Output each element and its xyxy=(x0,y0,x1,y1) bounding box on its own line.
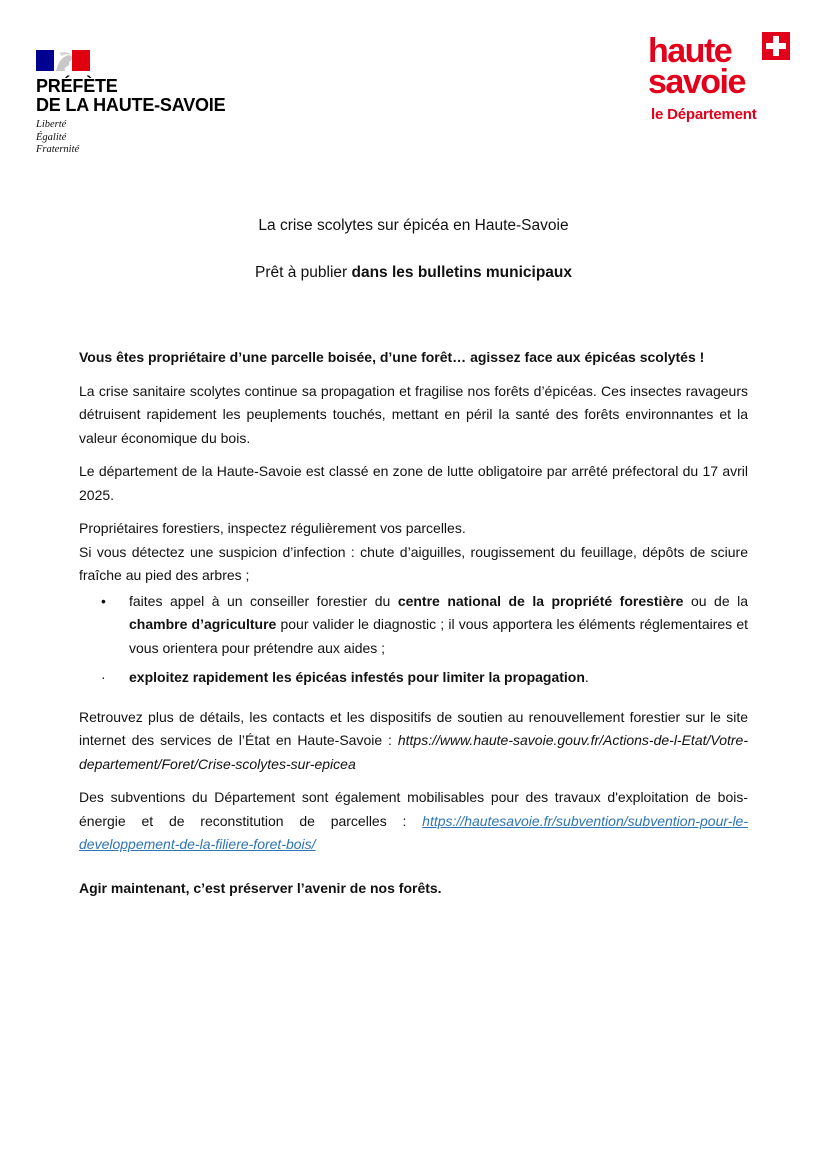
paragraph-details xyxy=(79,706,748,777)
list-item xyxy=(79,666,748,690)
bullet1-text-1: faites appel à un conseiller forestier du xyxy=(129,592,398,609)
prefete-block xyxy=(36,50,225,157)
devise xyxy=(36,119,225,157)
details-text: Retrouvez plus de détails, les contacts et les dispositifs de soutien au renouvellement forestier sur le site internet des services de l’État en Haute-Savoie : xyxy=(79,708,748,748)
marianne-icon xyxy=(36,50,90,71)
action-list xyxy=(79,590,748,690)
closing-statement: Agir maintenant, c’est préserver l’avenir de nos forêts. xyxy=(79,880,442,896)
paragraph-inspectez: Propriétaires forestiers, inspectez régulièrement vos parcelles. xyxy=(79,520,466,536)
paragraph-crise: La crise sanitaire scolytes continue sa propagation et fragilise nos forêts d’épicéas. Ces insectes ravageurs détruisent rapidement les peuplements touchés, mettant en péril la santé des forêts environnantes et la valeur économique du bois. xyxy=(79,382,748,446)
hs-logo-departement: le Département xyxy=(651,106,757,123)
hs-logo-haute: haute xyxy=(648,32,732,70)
prefete-title xyxy=(36,77,225,115)
bullet2-text: . xyxy=(584,669,589,685)
paragraph-arrete: Le département de la Haute-Savoie est classé en zone de lutte obligatoire par arrêté préfectoral du 17 avril 2025. xyxy=(79,463,748,503)
bullet1-text-3: pour valider le diagnostic ; il vous apportera les éléments réglementaires et vous orientera pour prétendre aux aides ; xyxy=(129,616,748,656)
prefete-line-2: DE LA HAUTE-SAVOIE xyxy=(36,95,226,115)
bullet-marker: · xyxy=(101,669,106,685)
bullet1-text-2: ou de la xyxy=(683,592,748,609)
subvention-link[interactable]: https://hautesavoie.fr/subvention/subvention-pour-le-developpement-de-la-filiere-foret-bois/ xyxy=(79,812,748,852)
paragraph-subventions xyxy=(79,786,748,857)
prefecture-url: https://www.haute-savoie.gouv.fr/Actions-de-l-Etat/Votre-departement/Foret/Crise-scolytes-sur-epicea xyxy=(79,732,748,772)
devise-fraternite: Fraternité xyxy=(36,144,80,155)
document-title: La crise scolytes sur épicéa en Haute-Savoie xyxy=(258,217,569,234)
subtitle-normal: Prêt à publier xyxy=(255,264,352,281)
prefete-line-1: PRÉFÈTE xyxy=(36,76,118,96)
list-item xyxy=(79,590,748,661)
haute-savoie-logo xyxy=(648,32,793,127)
document-subtitle xyxy=(0,264,827,282)
hs-logo-savoie: savoie xyxy=(648,63,745,101)
document-body xyxy=(79,346,748,857)
marianne-flag-logo xyxy=(36,50,225,71)
devise-liberte: Liberté xyxy=(36,119,67,130)
paragraph-suspicion: Si vous détectez une suspicion d’infection : chute d’aiguilles, rougissement du feuillage, dépôts de sciure fraîche au pied des arbres ; xyxy=(79,543,748,583)
bullet1-bold-cnpf: centre national de la propriété forestière xyxy=(397,592,684,609)
bullet1-bold-chambre: chambre d’agriculture xyxy=(129,616,277,632)
subtitle-bold: dans les bulletins municipaux xyxy=(351,264,572,281)
savoy-cross-icon xyxy=(762,32,790,60)
devise-egalite: Égalité xyxy=(36,131,67,143)
bullet2-bold: exploitez rapidement les épicéas infestés pour limiter la propagation xyxy=(129,669,585,685)
subventions-text: Des subventions du Département sont également mobilisables pour des travaux d'exploitation de bois-énergie et de reconstitution de parcelles : xyxy=(79,789,748,829)
bullet-marker: • xyxy=(101,592,106,609)
lead-paragraph: Vous êtes propriétaire d’une parcelle boisée, d’une forêt… agissez face aux épicéas scolytés ! xyxy=(79,349,705,365)
